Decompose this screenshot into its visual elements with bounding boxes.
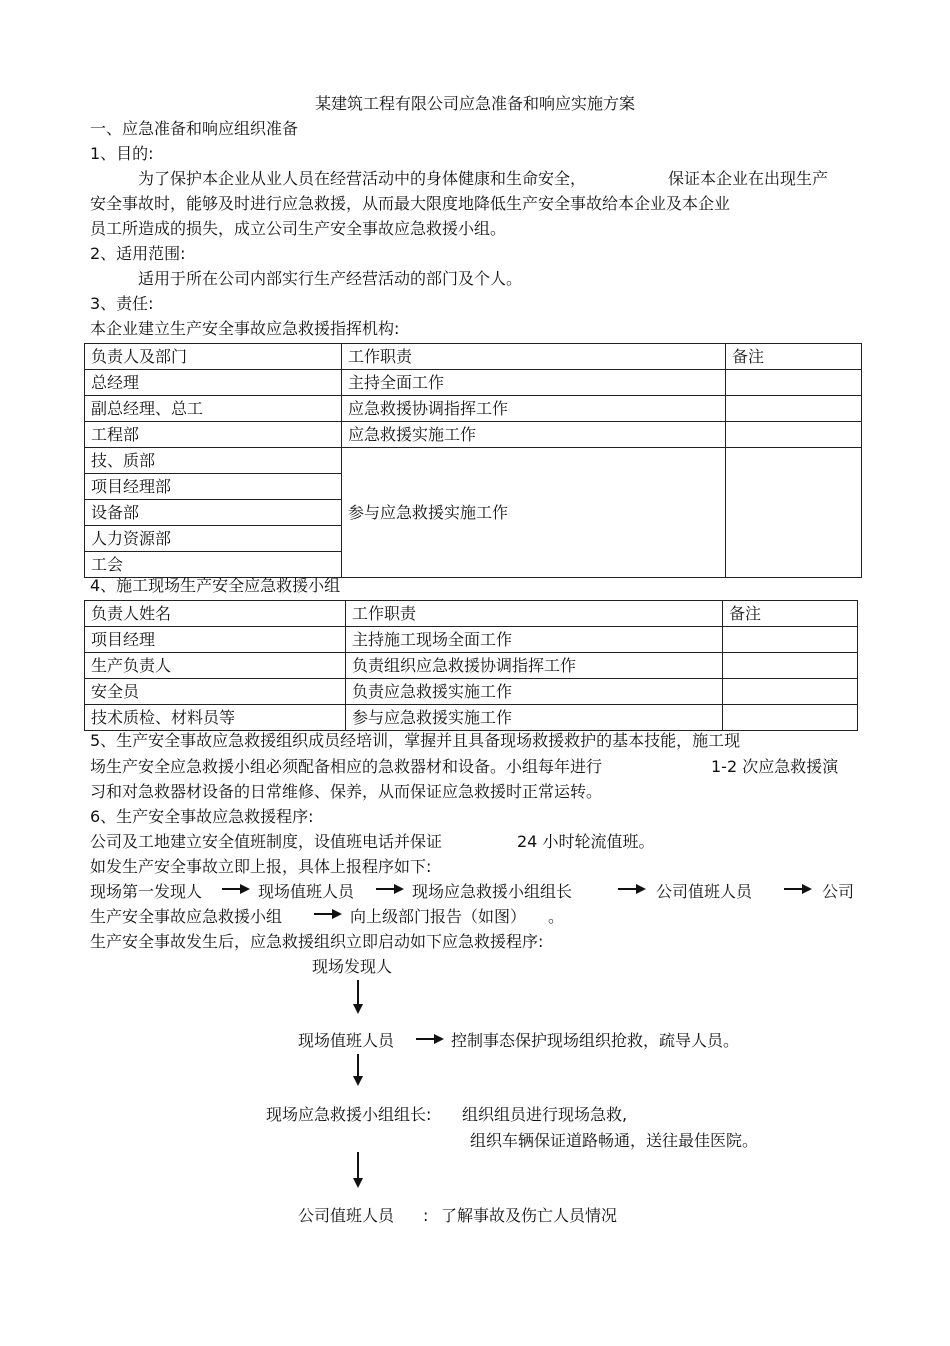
training-text-2b: 1-2 次应急救援演 [711,757,839,776]
scope-text: 适用于所在公司内部实行生产经营活动的部门及个人。 [138,269,523,288]
table-cell-merged: 参与应急救援实施工作 [342,448,726,578]
flow-node-company-duty-action: 了解事故及伤亡人员情况 [441,1206,618,1225]
duty-text-b: 24 小时轮流值班。 [517,832,655,851]
training-text-3: 习和对急救器材设备的日常维修、保养，从而保证应急救援时正常运转。 [90,782,603,801]
table-row [85,396,862,422]
down-arrow-icon [353,1076,363,1086]
table-cell [723,679,858,705]
responsibility-heading: 3、责任: [90,294,154,313]
table-cell: 总经理 [85,370,342,396]
table-cell: 参与应急救援实施工作 [346,705,723,731]
site-team-heading: 4、施工现场生产安全应急救援小组 [90,576,341,595]
table-cell: 安全员 [85,679,346,705]
table-cell [726,422,862,448]
flow-node-site-duty-action: 控制事态保护现场组织抢救，疏导人员。 [451,1031,740,1050]
right-arrow-icon [376,883,404,895]
table-header: 备注 [723,601,858,627]
table-cell: 技、质部 [85,448,342,474]
table-cell: 设备部 [85,500,342,526]
purpose-text-2: 安全事故时，能够及时进行应急救援，从而最大限度地降低生产安全事故给本企业及本企业 [90,194,731,213]
flow-node-company-duty: 公司值班人员 [298,1206,395,1225]
chain-item: 生产安全事故应急救援小组 [90,907,283,926]
training-text-2a: 场生产安全应急救援小组必须配备相应的急救器材和设备。小组每年进行 [90,757,603,776]
chain-item: 现场值班人员 [258,882,355,901]
training-text-1: 5、生产安全事故应急救援组织成员经培训，掌握并且具备现场救援救护的基本技能，施工现 [90,731,741,750]
site-rescue-table [84,600,858,731]
table-cell: 副总经理、总工 [85,396,342,422]
table-cell: 生产负责人 [85,653,346,679]
table-cell [723,705,858,731]
right-arrow-icon [784,883,812,895]
table-cell: 负责组织应急救援协调指挥工作 [346,653,723,679]
right-arrow-icon [618,883,646,895]
flow-node-team-leader-action-1: 组织组员进行现场急救, [462,1105,628,1124]
table-cell [723,627,858,653]
table-cell: 应急救援协调指挥工作 [342,396,726,422]
table-header: 工作职责 [346,601,723,627]
chain-item: 向上级部门报告（如图） [350,907,527,926]
table-header: 工作职责 [342,344,726,370]
chain-item: 现场应急救援小组组长 [412,882,573,901]
flow-separator: : [423,1206,429,1225]
down-arrow-line [357,980,359,1006]
table-header: 负责人姓名 [85,601,346,627]
table-cell [723,653,858,679]
down-arrow-line [357,1152,359,1180]
table-row [85,679,858,705]
table-cell: 主持施工现场全面工作 [346,627,723,653]
down-arrow-icon [353,1178,363,1188]
right-arrow-icon [222,883,250,895]
right-arrow-icon [416,1033,444,1045]
flow-node-team-leader: 现场应急救援小组组长: [266,1105,432,1124]
chain-item: 公司值班人员 [656,882,753,901]
chain-item: 公司 [822,882,855,901]
table-cell [726,396,862,422]
table-cell-merged-note [726,448,862,578]
chain-end: 。 [548,907,565,926]
startup-text: 生产安全事故发生后，应急救援组织立即启动如下应急救援程序: [90,932,544,951]
down-arrow-icon [353,1004,363,1014]
report-text: 如发生产安全事故立即上报，具体上报程序如下: [90,857,432,876]
purpose-text-3: 员工所造成的损失，成立公司生产安全事故应急救援小组。 [90,219,507,238]
chain-item: 现场第一发现人 [90,882,203,901]
table-cell: 项目经理部 [85,474,342,500]
flow-node-team-leader-action-2: 组织车辆保证道路畅通，送往最佳医院。 [470,1131,759,1150]
table-row [85,705,858,731]
table-cell: 技术质检、材料员等 [85,705,346,731]
table-cell: 工会 [85,552,342,578]
right-arrow-icon [314,908,342,920]
command-structure-table [84,343,862,578]
table-cell: 项目经理 [85,627,346,653]
table-header: 负责人及部门 [85,344,342,370]
section-heading: 一、应急准备和响应组织准备 [90,119,299,138]
procedure-heading: 6、生产安全事故应急救援程序: [90,807,314,826]
table-row [85,627,858,653]
duty-text-a: 公司及工地建立安全值班制度，设值班电话并保证 [90,832,443,851]
table-cell: 主持全面工作 [342,370,726,396]
table-row [85,448,862,474]
flow-node-site-duty: 现场值班人员 [298,1031,395,1050]
table-cell: 工程部 [85,422,342,448]
purpose-text-1: 为了保护本企业从业人员在经营活动中的身体健康和生命安全， [138,169,587,188]
responsibility-text: 本企业建立生产安全事故应急救援指挥机构: [90,319,400,338]
table-row [85,653,858,679]
table-row [85,370,862,396]
flow-node-finder: 现场发现人 [312,957,393,976]
purpose-heading: 1、目的: [90,144,154,163]
table-cell: 人力资源部 [85,526,342,552]
table-cell [726,370,862,396]
down-arrow-line [357,1054,359,1078]
table-row [85,422,862,448]
table-cell: 应急救援实施工作 [342,422,726,448]
table-header: 备注 [726,344,862,370]
table-cell: 负责应急救援实施工作 [346,679,723,705]
document-title: 某建筑工程有限公司应急准备和响应实施方案 [314,94,635,113]
scope-heading: 2、适用范围: [90,244,186,263]
purpose-text-1b: 保证本企业在出现生产 [668,169,829,188]
